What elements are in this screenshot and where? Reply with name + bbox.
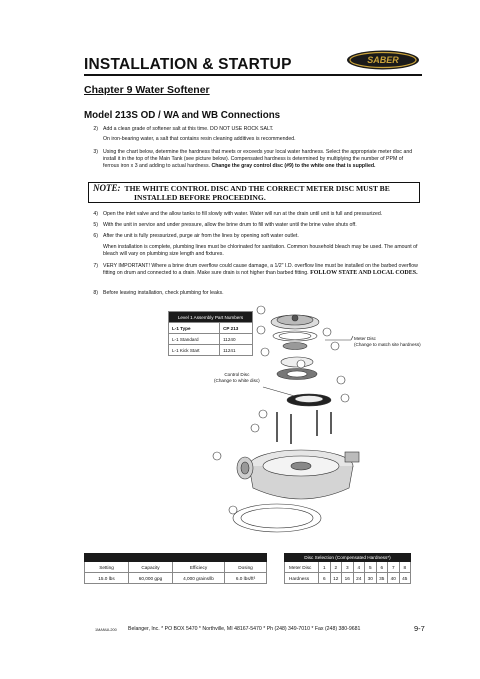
hardness-label: Hardness — [285, 573, 319, 584]
page-number: 9-7 — [414, 624, 425, 633]
hardness-value: 16 — [342, 573, 354, 584]
parts-cell: 11241 — [220, 345, 253, 356]
note-box: NOTE: THE WHITE CONTROL DISC AND THE CORRECT METER DISC MUST BE INSTALLED BEFORE PROCEEDING. — [88, 182, 420, 203]
hardness-value: 40 — [388, 573, 400, 584]
meter-disc-value: 6 — [376, 562, 388, 573]
hardness-value: 12 — [330, 573, 342, 584]
section-heading: Model 213S OD / WA and WB Connections — [84, 110, 281, 121]
footer-code: 1MANUL200 — [95, 628, 117, 632]
spec-header: Efficiecy — [173, 562, 225, 573]
spec-cell: 4,000 grains/lb — [173, 573, 225, 584]
hardness-value: 24 — [353, 573, 365, 584]
footer-contact: Belanger, Inc. * PO BOX 5470 * Northville, MI 48167-5470 * Ph (248) 349-7010 * Fax (248) 380-9681 — [128, 626, 361, 632]
spec-header: Dosing — [225, 562, 267, 573]
meter-disc-value: 7 — [388, 562, 400, 573]
spec-header: Setting — [85, 562, 129, 573]
spec-header: Capacity — [129, 562, 173, 573]
meter-disc-value: 8 — [399, 562, 411, 573]
parts-cell: L-1 Standard — [169, 334, 220, 345]
softener-assembly-diagram — [205, 300, 375, 545]
meter-disc-value: 3 — [342, 562, 354, 573]
parts-header-type: L-1 Type — [169, 323, 220, 334]
disc-selection-table — [284, 553, 411, 584]
chapter-heading: Chapter 9 Water Softener — [84, 84, 210, 96]
control-disc-callout: Control Disc (Change to white disc) — [214, 372, 260, 383]
hardness-value: 45 — [399, 573, 411, 584]
meter-disc-callout: Meter Disc (Change to match site hardness) — [354, 336, 421, 347]
meter-disc-value: 1 — [319, 562, 331, 573]
parts-header-model: CP 213 — [220, 323, 253, 334]
parts-cell: 11240 — [220, 334, 253, 345]
disc-table-title: Disc Selection (Compensated Hardness*) — [285, 554, 411, 562]
parts-table-title: Level 1 Assembly Part Numbers — [169, 312, 253, 323]
hardness-value: 6 — [319, 573, 331, 584]
logo-text: SABER — [367, 55, 399, 66]
hardness-value: 30 — [365, 573, 377, 584]
spec-cell: 6.0 lbs/ft³ — [225, 573, 267, 584]
page-title: INSTALLATION & STARTUP — [84, 56, 292, 73]
saber-logo — [346, 50, 420, 70]
spec-table — [84, 553, 267, 584]
header-rule — [84, 74, 422, 76]
meter-disc-label: Meter Disc — [285, 562, 319, 573]
hardness-value: 35 — [376, 573, 388, 584]
meter-disc-value: 2 — [330, 562, 342, 573]
meter-disc-value: 5 — [365, 562, 377, 573]
spec-cell: 15.0 lbs — [85, 573, 129, 584]
meter-disc-value: 4 — [353, 562, 365, 573]
parts-cell: L-1 Kick Start — [169, 345, 220, 356]
spec-cell: 60,000 gpg — [129, 573, 173, 584]
